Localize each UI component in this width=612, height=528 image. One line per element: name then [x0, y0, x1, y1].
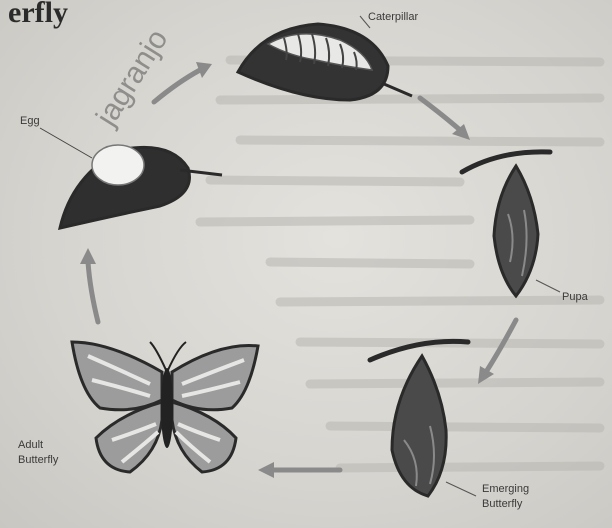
- emerging-butterfly-stage: [370, 341, 476, 496]
- adult-label-line2: Butterfly: [18, 454, 59, 466]
- page-heading: erfly: [8, 0, 68, 29]
- emerging-butterfly-icon: [392, 356, 446, 496]
- watermark: jagranjo: [89, 23, 175, 132]
- twig-icon: [462, 152, 550, 172]
- adult-butterfly-stage: [72, 342, 258, 472]
- egg-label: Egg: [20, 115, 40, 127]
- pupa-label: Pupa: [562, 291, 588, 303]
- arrowhead-icon: [80, 248, 96, 264]
- arrowhead-icon: [258, 462, 274, 478]
- butterfly-icon: [72, 342, 258, 472]
- caterpillar-label: Caterpillar: [368, 11, 419, 23]
- pupa-icon: [494, 166, 538, 296]
- emerging-label-line1: Emerging: [482, 483, 530, 495]
- arrow-egg-to-caterpillar: [154, 70, 200, 102]
- pupa-stage: [462, 152, 560, 296]
- egg-stage: [40, 128, 222, 228]
- adult-label-line1: Adult: [18, 439, 44, 451]
- egg-icon: [92, 145, 144, 185]
- emerging-label-line2: Butterfly: [482, 498, 523, 510]
- arrow-adult-to-egg: [88, 262, 98, 322]
